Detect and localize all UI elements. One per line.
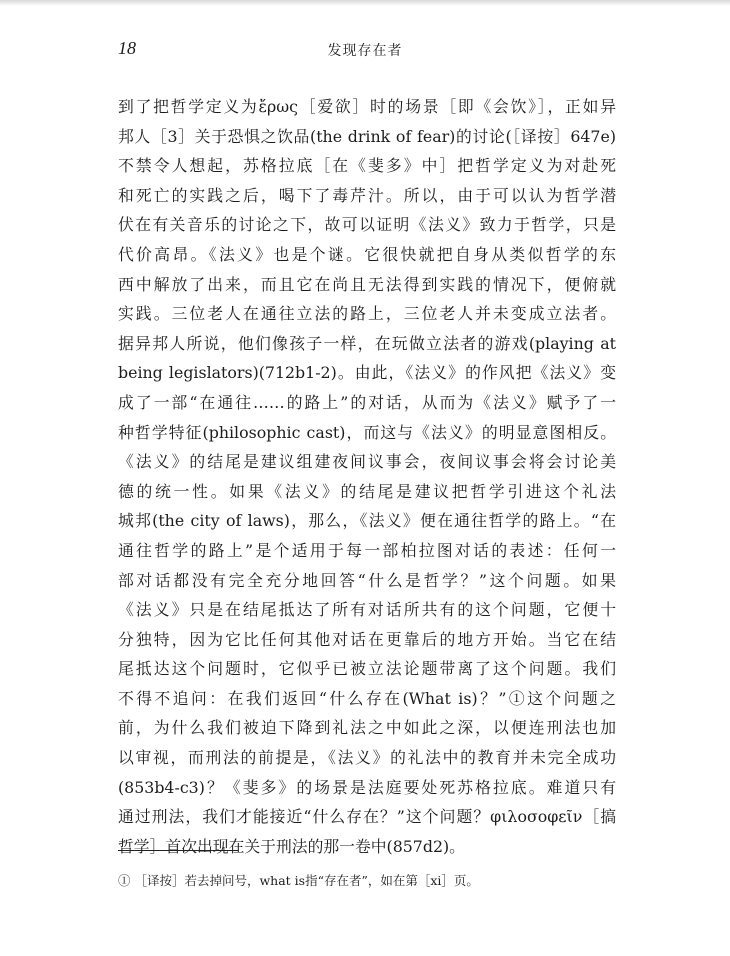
running-title: 发现存在者 — [327, 43, 403, 59]
text-line: 不得不追问：在我们返回“什么存在(What is)？”①这个问题之 — [118, 688, 616, 708]
text-line: 尾抵达这个问题时，它似乎已被立法论题带离了这个问题。我们 — [118, 659, 616, 679]
text-line: 成了一部“在通往……的路上”的对话，从而为《法义》赋予了一 — [118, 392, 616, 412]
text-line: 分独特，因为它比任何其他对话在更靠后的地方开始。当它在结 — [118, 629, 616, 649]
text-line: 实践。三位老人在通往立法的路上，三位老人并未变成立法者。 — [118, 304, 616, 324]
text-line: 和死亡的实践之后，喝下了毒芹汁。所以，由于可以认为哲学潜 — [118, 185, 616, 205]
text-line: 城邦(the city of laws)，那么，《法义》便在通往哲学的路上。“在 — [118, 511, 616, 531]
text-line: 据异邦人所说，他们像孩子一样，在玩做立法者的游戏(playing at — [118, 333, 616, 353]
text-line: 通过刑法，我们才能接近“什么存在？”这个问题？φιλοσοφεῖν［搞 — [118, 807, 616, 827]
text-line: being legislators)(712b1-2)。由此，《法义》的作风把《法义》变 — [118, 363, 616, 383]
scan-edge-shadow — [0, 0, 730, 6]
page-number: 18 — [118, 38, 136, 58]
text-line: 种哲学特征(philosophic cast)，而这与《法义》的明显意图相反。 — [118, 422, 616, 442]
text-line: 到了把哲学定义为ἔρως［爱欲］时的场景［即《会饮》］，正如异 — [118, 97, 616, 116]
text-line: 《法义》的结尾是建议组建夜间议事会，夜间议事会将会讨论美 — [118, 452, 616, 472]
text-line: (853b4-c3)？《斐多》的场景是法庭要处死苏格拉底。难道只有 — [118, 777, 616, 797]
text-line: 不禁令人想起，苏格拉底［在《斐多》中］把哲学定义为对赴死 — [118, 156, 616, 176]
text-line: 代价高昂。《法义》也是个谜。它很快就把自身从类似哲学的东 — [118, 244, 616, 264]
text-line: 邦人［3］关于恐惧之饮品(the drink of fear)的讨论(［译按］647e) — [118, 126, 616, 146]
text-line: 伏在有关音乐的讨论之下，故可以证明《法义》致力于哲学，只是 — [118, 215, 616, 235]
body-paragraph — [118, 92, 616, 861]
footnote: ① ［译按］若去掉问号，what is指“存在者”，如在第［xi］页。 — [118, 873, 479, 888]
footnote-divider — [118, 850, 238, 851]
text-line: 前，为什么我们被迫下降到礼法之中如此之深，以便连刑法也加 — [118, 718, 616, 738]
text-line: 通往哲学的路上”是个适用于每一部柏拉图对话的表述：任何一 — [118, 540, 616, 560]
text-line: 部对话都没有完全充分地回答“什么是哲学？”这个问题。如果 — [118, 570, 616, 590]
text-line: 哲学］首次出现在关于刑法的那一卷中(857d2)。 — [118, 836, 465, 856]
text-line: 西中解放了出来，而且它在尚且无法得到实践的情况下，便俯就 — [118, 274, 616, 294]
text-line: 以审视，而刑法的前提是，《法义》的礼法中的教育并未完全成功 — [118, 748, 616, 768]
text-line: 德的统一性。如果《法义》的结尾是建议把哲学引进这个礼法 — [118, 481, 616, 501]
text-line: 《法义》只是在结尾抵达了所有对话所共有的这个问题，它便十 — [118, 600, 616, 620]
